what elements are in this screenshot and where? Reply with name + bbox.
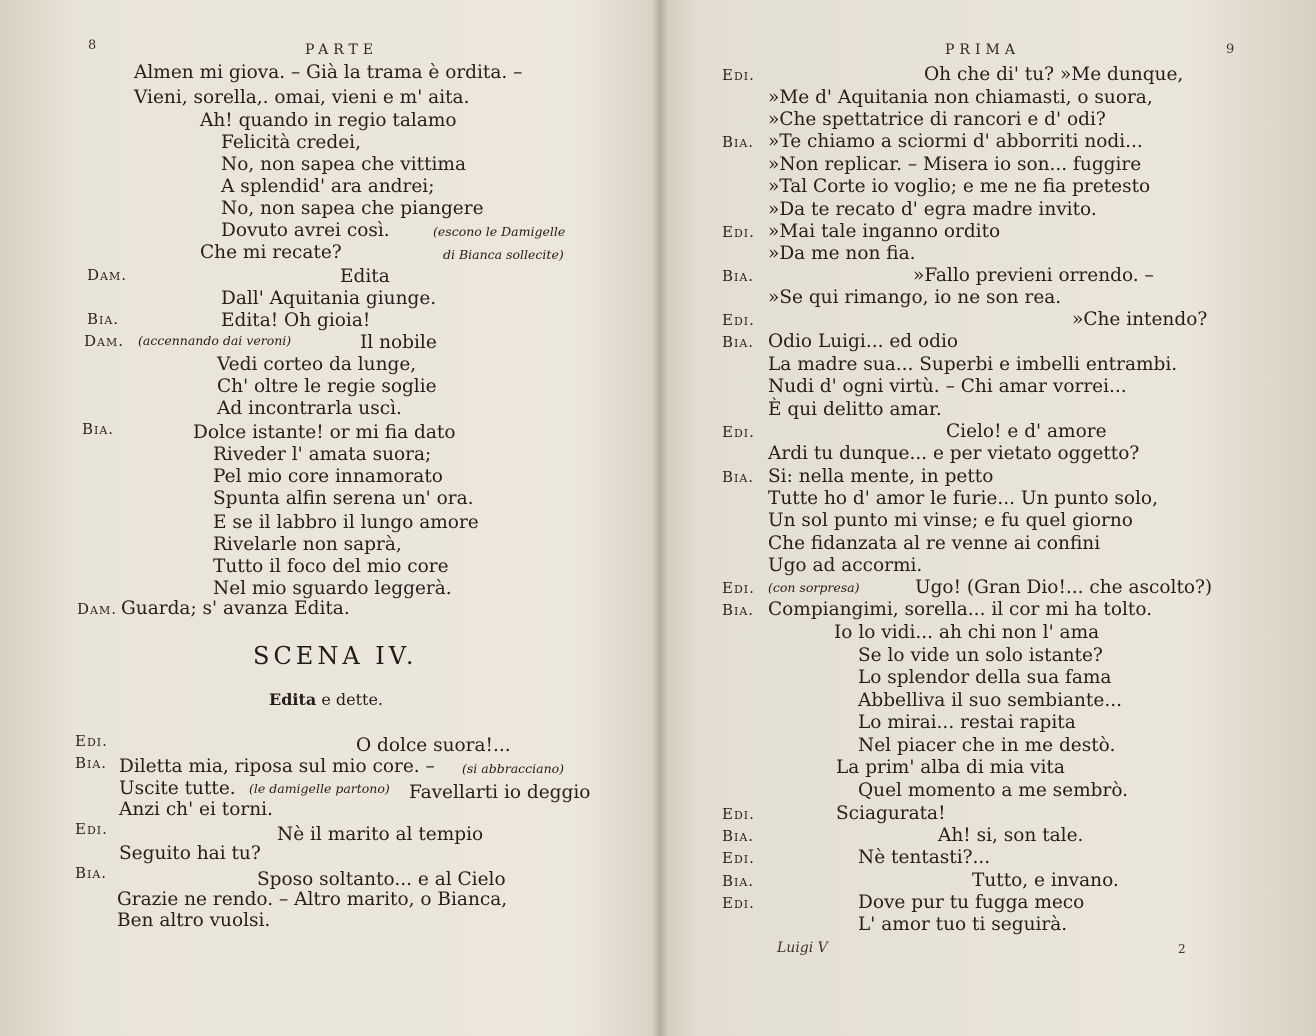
verse-line: Rivelarle non saprà, [213,534,402,555]
speaker-label: Edi. [75,732,108,750]
verse-line: Anzi ch' ei torni. [119,799,273,820]
verse-line: Abbelliva il suo sembiante... [858,690,1122,711]
verse-line: Felicità credei, [221,132,361,153]
speaker-label: Bia. [722,333,755,351]
verse-line: Ch' oltre le regie soglie [217,376,437,397]
signature-number: 2 [1178,942,1186,956]
verse-line: Edita [340,266,390,287]
stage-direction: (accennando dai veroni) [138,333,292,348]
character-rest: e dette. [321,690,383,709]
verse-line: L' amor tuo ti seguirà. [858,914,1068,935]
speaker-label: Edi. [722,894,755,912]
verse-line: Riveder l' amata suora; [213,444,432,465]
verse-line: Ugo! (Gran Dio!... che ascolto?) [915,577,1213,598]
verse-line: Ardi tu dunque... e per vietato oggetto? [768,443,1140,464]
speaker-label: Edi. [722,579,755,597]
verse-line: Seguito hai tu? [119,843,261,864]
verse-line: Si: nella mente, in petto [768,466,994,487]
verse-line: Pel mio core innamorato [213,466,443,487]
verse-line: Ugo ad accormi. [768,555,923,576]
verse-line: Odio Luigi... ed odio [768,331,959,352]
speaker-label: Edi. [722,311,755,329]
verse-line: »Non replicar. – Misera io son... fuggire [768,154,1142,175]
speaker-label: Dam. [77,600,118,618]
page-number: 9 [1226,42,1235,57]
speaker-label: Edi. [722,805,755,823]
speaker-label: Bia. [75,754,108,772]
verse-line: La prim' alba di mia vita [836,757,1065,778]
verse-line: Che mi recate? [200,242,342,263]
verse-line: Un sol punto mi vinse; e fu quel giorno [768,510,1133,531]
left-page [0,0,656,1036]
stage-direction: (le damigelle partono) [249,781,390,796]
verse-line: Ben altro vuolsi. [117,910,271,931]
stage-direction: di Bianca sollecite) [443,247,564,262]
speaker-label: Bia. [722,133,755,151]
verse-line: »Tal Corte io voglio; e me ne fia pretesto [768,176,1151,197]
verse-line: Cielo! e d' amore [946,421,1107,442]
verse-line: Vedi corteo da lunge, [217,354,417,375]
speaker-label: Edi. [722,849,755,867]
verse-line: La madre sua... Superbi e imbelli entrambi. [768,354,1178,375]
verse-line: Grazie ne rendo. – Altro marito, o Bianca, [117,889,508,910]
verse-line: No, non sapea che vittima [221,154,466,175]
verse-line: Ah! si, son tale. [938,825,1084,846]
verse-line: Sposo soltanto... e al Cielo [257,869,506,890]
verse-line: Tutto il foco del mio core [213,556,449,577]
speaker-label: Bia. [87,310,120,328]
verse-line: Se lo vide un solo istante? [858,645,1103,666]
verse-line: E se il labbro il lungo amore [213,512,479,533]
speaker-label: Bia. [722,468,755,486]
speaker-label: Edi. [722,223,755,241]
verse-line: »Fallo previeni orrendo. – [913,265,1154,286]
stage-direction: (con sorpresa) [768,580,860,595]
speaker-label: Bia. [722,872,755,890]
speaker-label: Bia. [75,864,108,882]
right-page [662,0,1316,1036]
verse-line: Edita! Oh gioia! [221,310,371,331]
running-head: PARTE [305,42,379,58]
verse-line: »Che spettatrice di rancori e d' odi? [768,109,1106,130]
verse-line: Vieni, sorella,. omai, vieni e m' aita. [134,87,470,108]
verse-line: Nè il marito al tempio [277,824,484,845]
verse-line: »Se qui rimango, io ne son rea. [768,287,1062,308]
speaker-label: Bia. [722,601,755,619]
speaker-label: Edi. [722,423,755,441]
running-head: PRIMA [945,42,1020,58]
verse-line: Lo splendor della sua fama [858,667,1112,688]
verse-line: Sciagurata! [836,803,946,824]
verse-line: »Mai tale inganno ordito [768,221,1001,242]
verse-line: »Da me non fia. [768,243,916,264]
verse-line: Nudi d' ogni virtù. – Chi amar vorrei... [768,376,1127,397]
verse-line: Dove pur tu fugga meco [858,892,1085,913]
verse-line: Io lo vidi... ah chi non l' ama [834,622,1100,643]
speaker-label: Dam. [87,266,128,284]
verse-line: Compiangimi, sorella... il cor mi ha tolto. [768,599,1153,620]
speaker-label: Edi. [722,66,755,84]
verse-line: Nè tentasti?... [858,847,991,868]
verse-line: È qui delitto amar. [768,399,942,420]
speaker-label: Bia. [722,267,755,285]
verse-line: A splendid' ara andrei; [221,176,435,197]
verse-line: Favellarti io deggio [409,782,591,803]
verse-line: Ad incontrarla uscì. [217,398,402,419]
scene-characters [269,690,383,709]
verse-line: »Te chiamo a sciormi d' abborriti nodi... [768,131,1143,152]
page-number: 8 [88,38,97,53]
verse-line: »Da te recato d' egra madre invito. [768,199,1097,220]
verse-line: Oh che di' tu? »Me dunque, [924,64,1184,85]
verse-line: Dolce istante! or mi fia dato [193,422,456,443]
speaker-label: Dam. [84,332,125,350]
verse-line: »Che intendo? [1072,309,1208,330]
verse-line: Ah! quando in regio talamo [200,110,457,131]
verse-line: Tutto, e invano. [972,870,1119,891]
verse-line: Nel piacer che in me destò. [858,735,1116,756]
verse-line: Dovuto avrei così. [221,220,390,241]
verse-line: No, non sapea che piangere [221,198,484,219]
verse-line: Quel momento a me sembrò. [858,780,1129,801]
character-name: Edita [269,690,317,709]
verse-line: Spunta alfin serena un' ora. [213,488,474,509]
speaker-label: Bia. [82,420,115,438]
stage-direction: (escono le Damigelle [433,224,566,239]
verse-line: Guarda; s' avanza Edita. [121,598,350,619]
verse-line: Che fidanzata al re venne ai confini [768,533,1101,554]
verse-line: Uscite tutte. [119,778,236,799]
verse-line: O dolce suora!... [356,735,511,756]
stage-direction: (si abbracciano) [462,761,565,776]
verse-line: Lo mirai... restai rapita [858,712,1076,733]
verse-line: Almen mi giova. – Già la trama è ordita. – [134,62,523,83]
verse-line: Dall' Aquitania giunge. [221,288,437,309]
verse-line: Nel mio sguardo leggerà. [213,578,452,599]
speaker-label: Bia. [722,827,755,845]
verse-line: Tutte ho d' amor le furie... Un punto solo, [768,488,1158,509]
verse-line: Il nobile [360,332,437,353]
verse-line: »Me d' Aquitania non chiamasti, o suora, [768,87,1153,108]
speaker-label: Edi. [75,820,108,838]
verse-line: Diletta mia, riposa sul mio core. – [119,756,435,777]
scene-title: SCENA IV. [253,642,418,670]
signature-mark: Luigi V [777,940,828,956]
